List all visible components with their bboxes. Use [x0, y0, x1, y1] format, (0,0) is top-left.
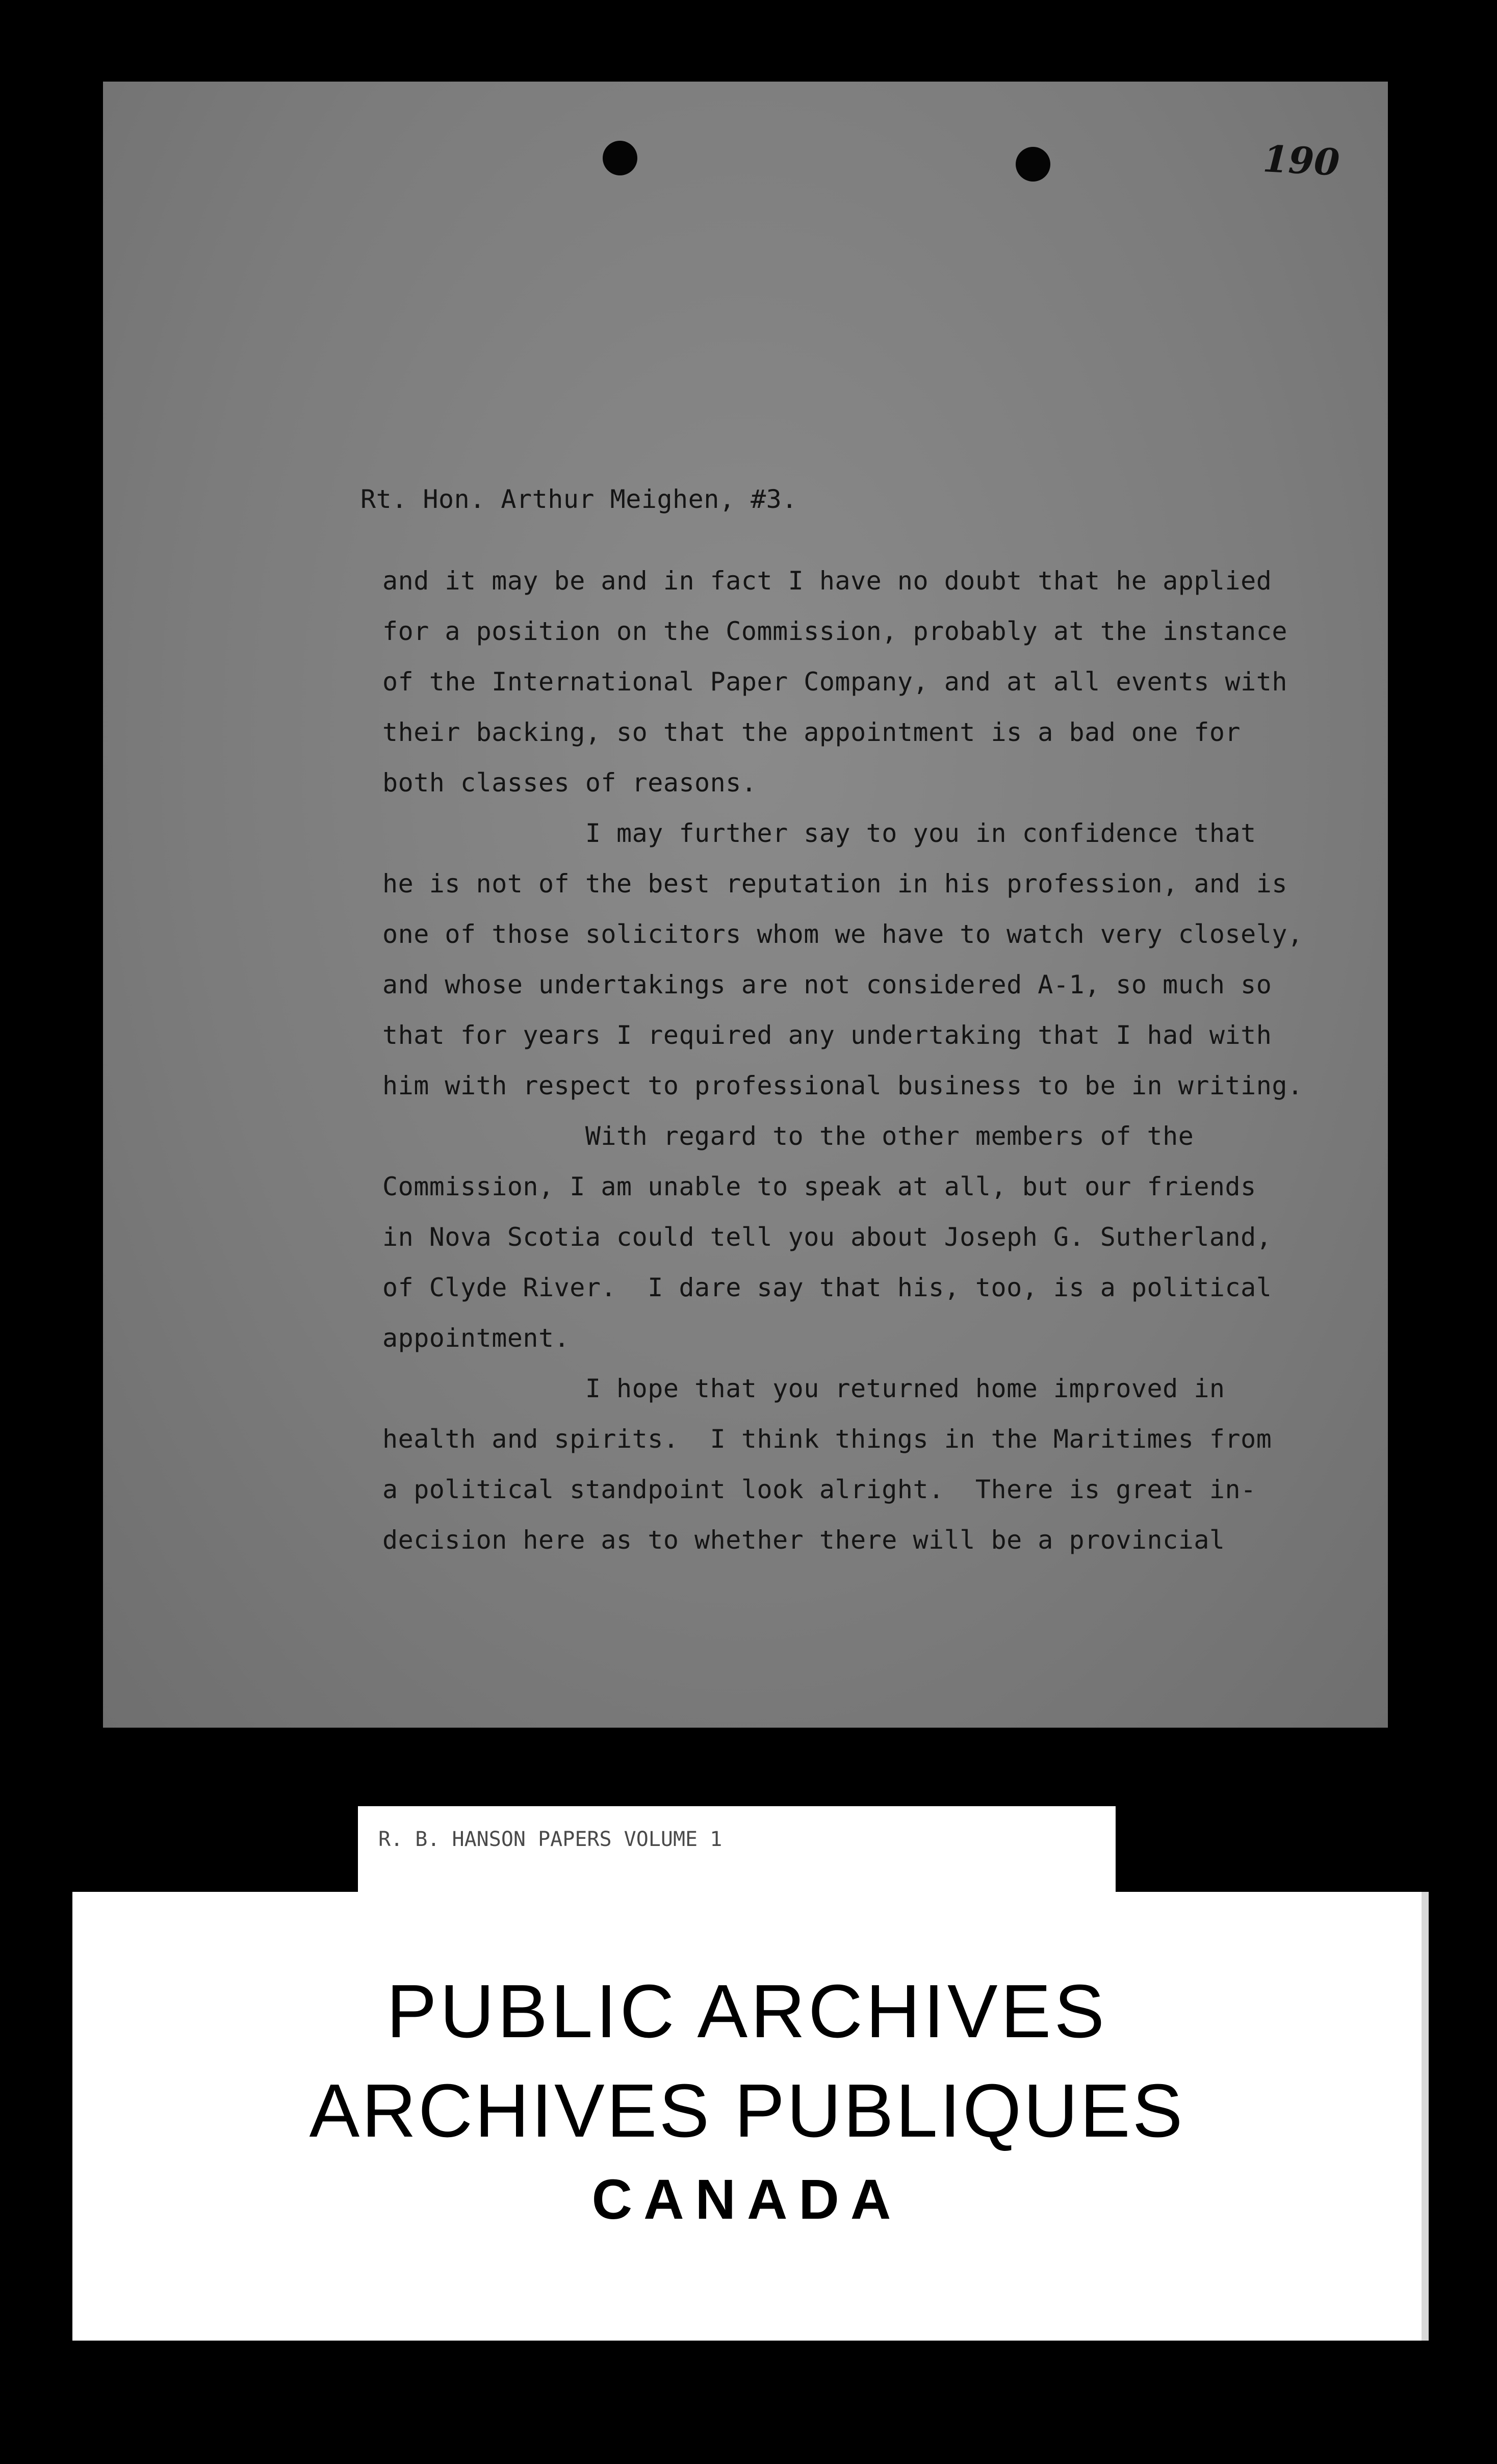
letter-line: both classes of reasons. [382, 768, 757, 798]
letter-line: of Clyde River. I dare say that his, too, is a political [382, 1273, 1272, 1302]
letter-line: for a position on the Commission, probably at the instance [382, 617, 1287, 646]
archives-title-english: PUBLIC ARCHIVES [386, 1969, 1108, 2054]
letter-header: Rt. Hon. Arthur Meighen, #3. [360, 484, 797, 514]
letter-line: one of those solicitors whom we have to watch very closely, [382, 919, 1303, 949]
archives-title-french: ARCHIVES PUBLIQUES [309, 2069, 1185, 2153]
letter-line: I may further say to you in confidence that [382, 818, 1256, 848]
letter-line: With regard to the other members of the [382, 1121, 1194, 1151]
letter-line: their backing, so that the appointment is a bad one for [382, 717, 1241, 747]
letter-line: I hope that you returned home improved in [382, 1374, 1225, 1403]
punch-hole-left [603, 141, 637, 175]
page-number: 190 [1261, 137, 1341, 184]
letter-page [103, 82, 1388, 1728]
letter-line: in Nova Scotia could tell you about Joseph G. Sutherland, [382, 1222, 1272, 1252]
volume-caption-strip [358, 1806, 1116, 1892]
letter-line: health and spirits. I think things in the Maritimes from [382, 1424, 1272, 1454]
letter-line: that for years I required any undertaking that I had with [382, 1020, 1272, 1050]
archives-card [72, 1892, 1429, 2341]
letter-line: and whose undertakings are not considered A-1, so much so [382, 970, 1272, 999]
letter-line: him with respect to professional business to be in writing. [382, 1071, 1303, 1100]
punch-hole-right [1016, 147, 1050, 182]
letter-line: of the International Paper Company, and at all events with [382, 667, 1287, 697]
archives-country: CANADA [591, 2168, 902, 2231]
letter-line: he is not of the best reputation in his profession, and is [382, 869, 1287, 899]
letter-line: appointment. [382, 1323, 570, 1353]
letter-line: Commission, I am unable to speak at all, but our friends [382, 1172, 1256, 1201]
letter-line: decision here as to whether there will be a provincial [382, 1525, 1225, 1555]
volume-caption: R. B. HANSON PAPERS VOLUME 1 [378, 1828, 722, 1851]
letter-line: a political standpoint look alright. There is great in- [382, 1475, 1256, 1504]
letter-line: and it may be and in fact I have no doubt that he applied [382, 566, 1272, 596]
